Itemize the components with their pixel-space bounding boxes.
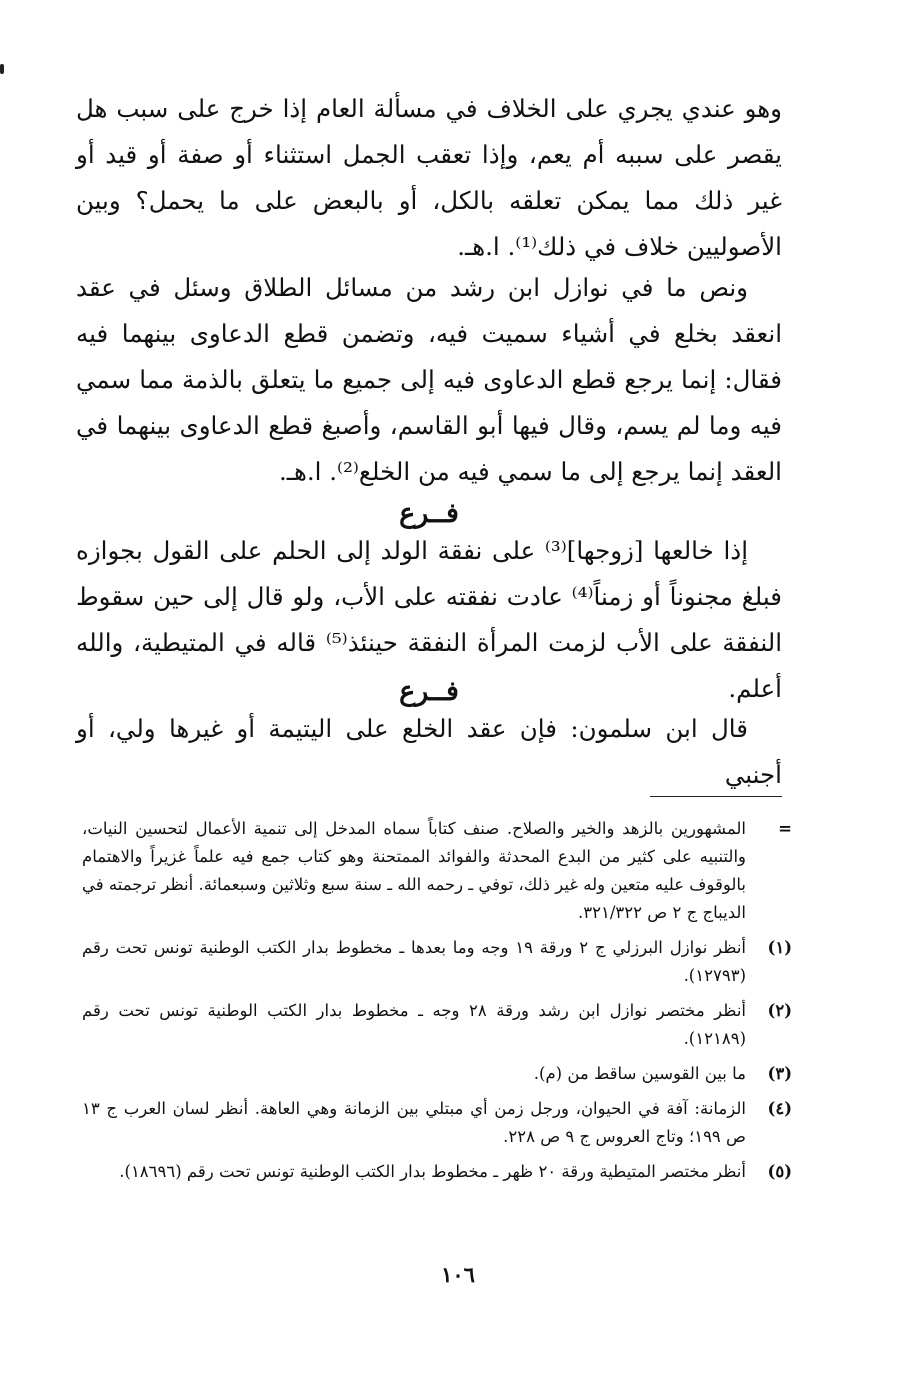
paragraph-2: ونص ما في نوازل ابن رشد من مسائل الطلاق وسئل في عقد انعقد بخلع في أشياء سميت فيه، وتضمن قطع الدعاوى بينهما فيه فقال: إنما يرجع قطع الدعاوى فيه إلى جميع ما يتعلق بالذمة مما سمي فيه وما لم يسم، وقال فيها أبو القاسم، وأصبغ قطع الدعاوى بينهما في العقد إنما يرجع إلى ما سمي فيه من الخلع⁽²⁾. ا.هـ.: [76, 273, 782, 486]
footnote-continued: [82, 815, 792, 927]
section-heading-2: فــرع: [399, 676, 459, 707]
section-heading-1: فــرع: [399, 498, 459, 529]
footnote-separator: [650, 796, 782, 797]
footnote-4: [82, 1095, 792, 1151]
footnote-marker: (٢): [767, 1001, 792, 1020]
footnote-text: أنظر مختصر المتيطية ورقة ٢٠ ظهر ـ مخطوط بدار الكتب الوطنية تونس تحت رقم (١٨٦٩٦).: [119, 1162, 746, 1181]
footnote-marker: (٣): [767, 1064, 792, 1083]
footnote-2: [82, 997, 792, 1053]
page-number: ١٠٦: [441, 1262, 475, 1287]
paragraph-1: وهو عندي يجري على الخلاف في مسألة العام إذا خرج على سبب هل يقصر على سببه أم يعم، وإذا تعقب الجمل استثناء أو صفة أو قيد أو غير ذلك مما يمكن تعلقه بالكل، أو بالبعض على ما يحمل؟ وبين الأصوليين خلاف في ذلك⁽¹⁾. ا.هـ.: [76, 94, 782, 261]
footnote-marker: (٤): [767, 1099, 792, 1118]
footnote-1: [82, 934, 792, 990]
footnote-text: الزمانة: آفة في الحيوان، ورجل زمن أي مبتلي بين الزمانة وهي العاهة. أنظر لسان العرب ج ١٣ ص ١٩٩؛ وتاج العروس ج ٩ ص ٢٢٨.: [82, 1099, 746, 1146]
margin-mark: [0, 64, 4, 74]
footnote-marker: (١): [767, 938, 792, 957]
footnote-text: أنظر مختصر نوازل ابن رشد ورقة ٢٨ وجه ـ مخطوط بدار الكتب الوطنية تونس تحت رقم (١٢١٨٩).: [82, 1001, 746, 1048]
footnote-marker: =: [778, 819, 792, 838]
footnote-text: أنظر نوازل البرزلي ج ٢ ورقة ١٩ وجه وما بعدها ـ مخطوط بدار الكتب الوطنية تونس تحت رقم (١٢٧٩٣).: [82, 938, 746, 985]
footnote-marker: (٥): [767, 1162, 792, 1181]
paragraph-3: إذا خالعها [زوجها]⁽³⁾ على نفقة الولد إلى الحلم على القول بجوازه فبلغ مجنوناً أو زمناً⁽⁴⁾ عادت نفقته على الأب، ولو قال إلى حين سقوط النفقة على الأب لزمت المرأة النفقة حينئذ⁽⁵⁾ قاله في المتيطية، والله أعلم.: [76, 536, 783, 703]
footnotes: [82, 815, 792, 1193]
footnote-text: ما بين القوسين ساقط من (م).: [533, 1064, 746, 1083]
footnote-5: [82, 1158, 792, 1186]
footnote-text: المشهورين بالزهد والخير والصلاح. صنف كتاباً سماه المدخل إلى تنمية الأعمال لتحسين النيات، والتنبيه على كثير من البدع المحدثة والفوائد الممتحنة وهو كتاب جمع فيه علماً غزيراً والاهتمام بالوقوف عليه متعين وله غير ذلك، توفي ـ رحمه الله ـ سنة سبع وثلاثين وسبعمائة. أنظر ترجمته في الديباج ج ٢ ص ٣٢١/٣٢٢.: [82, 819, 746, 922]
footnote-3: [82, 1060, 792, 1088]
paragraph-4: قال ابن سلمون: فإن عقد الخلع على اليتيمة أو غيرها ولي، أو أجنبي: [76, 714, 782, 789]
